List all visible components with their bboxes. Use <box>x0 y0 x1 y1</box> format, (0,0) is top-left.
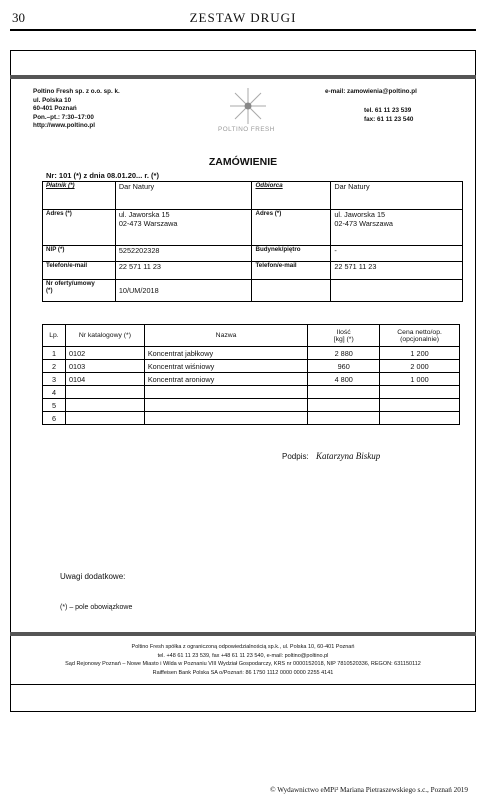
recipient-address-street: ul. Jaworska 15 <box>334 210 386 219</box>
recipient-address-label: Adres (*) <box>252 210 331 246</box>
row-price <box>380 386 460 399</box>
info-row-offer <box>43 280 463 302</box>
info-row-phone <box>43 262 463 280</box>
recipient-value: Dar Natury <box>331 182 463 210</box>
logo-text: POLTINO FRESH <box>218 126 275 133</box>
header-lp: Lp. <box>43 325 66 347</box>
row-name <box>144 412 308 425</box>
header-price-line2: (opcjonalnie) <box>400 335 440 343</box>
company-fax: fax: 61 11 23 540 <box>364 116 414 123</box>
company-website[interactable]: http://www.poltino.pl <box>33 122 96 130</box>
order-number-line: Nr: 101 (*) z dnia 08.01.20... r. (*) <box>46 171 159 180</box>
company-email[interactable]: e-mail: zamowienia@poltino.pl <box>325 88 417 95</box>
row-name: Koncentrat aroniowy <box>144 373 308 386</box>
table-row <box>43 360 460 373</box>
row-catalog <box>65 412 144 425</box>
header-name: Nazwa <box>144 325 308 347</box>
payer-label: Płatnik (*) <box>43 182 116 210</box>
row-price <box>380 412 460 425</box>
company-name: Poltino Fresh sp. z o.o. sp. k. <box>33 88 120 95</box>
row-lp: 6 <box>43 412 66 425</box>
phone-value: 22 571 11 23 <box>115 262 252 280</box>
nip-label: NIP (*) <box>43 246 116 262</box>
footer-line-4: Raiffeisen Bank Polska SA o/Poznań: 86 1750 1112 0000 0000 2255 4141 <box>152 669 334 676</box>
building-label: Budynek/piętro <box>252 246 331 262</box>
offer-empty-cell-1 <box>252 280 331 302</box>
offer-empty-cell-2 <box>331 280 463 302</box>
nip-value: 5252202328 <box>115 246 252 262</box>
info-row-address <box>43 210 463 246</box>
row-catalog <box>65 386 144 399</box>
row-name: Koncentrat wiśniowy <box>144 360 308 373</box>
phone-label: Telefon/e-mail <box>43 262 116 280</box>
info-row-nip <box>43 246 463 262</box>
row-lp: 5 <box>43 399 66 412</box>
row-catalog: 0102 <box>65 347 144 360</box>
address-label: Adres (*) <box>43 210 116 246</box>
items-header-row <box>43 325 460 347</box>
row-catalog: 0103 <box>65 360 144 373</box>
row-price: 1 000 <box>380 373 460 386</box>
row-qty: 2 880 <box>308 347 380 360</box>
company-tel: tel. 61 11 23 539 <box>364 107 412 114</box>
footer-line-2: tel. +48 61 11 23 539, fax +48 61 11 23 540, e-mail: poltino@poltino.pl <box>157 652 329 659</box>
logo-star-icon <box>228 86 268 126</box>
recipient-address-city: 02-473 Warszawa <box>334 219 393 228</box>
section-title: ZESTAW DRUGI <box>189 10 297 25</box>
row-lp: 3 <box>43 373 66 386</box>
row-qty: 4 800 <box>308 373 380 386</box>
row-price: 1 200 <box>380 347 460 360</box>
footer-line-3: Sąd Rejonowy Poznań – Nowe Miasto i Wilda w Poznaniu VIII Wydział Gospodarczy, KRS nr 0000152018, NIP 7810520336, REGON: 631150112 <box>65 661 421 667</box>
company-address <box>33 88 120 131</box>
remarks-label: Uwagi dodatkowe: <box>60 572 126 581</box>
offer-label-line1: Nr oferty/umowy <box>46 280 95 287</box>
signature-name: Katarzyna Biskup <box>316 451 381 461</box>
signature-label: Podpis: <box>282 452 309 461</box>
order-title: ZAMÓWIENIE <box>208 156 278 168</box>
header-qty-line2: [kg] (*) <box>333 335 354 343</box>
offer-value: 10/UM/2018 <box>115 280 252 302</box>
info-row-payer <box>43 182 463 210</box>
address-city: 02-473 Warszawa <box>118 219 178 228</box>
recipient-address-value <box>331 210 463 246</box>
table-row <box>43 399 460 412</box>
top-bar <box>10 75 476 79</box>
recipient-phone-label: Telefon/e-mail <box>252 262 331 280</box>
address-street: ul. Jaworska 15 <box>118 210 170 219</box>
row-qty <box>308 386 380 399</box>
company-street: ul. Polska 10 <box>33 96 72 104</box>
copyright: © Wydawnictwo eMPi² Mariana Pietraszewskiego s.c., Poznań 2019 <box>270 786 468 794</box>
header-qty-line1: Ilość <box>336 328 351 336</box>
required-note: (*) – pole obowiązkowe <box>60 604 133 611</box>
company-hours: Pon.–pt.: 7:30–17:00 <box>33 113 94 121</box>
header-price <box>380 325 460 347</box>
row-name <box>144 386 308 399</box>
row-price: 2 000 <box>380 360 460 373</box>
building-value: - <box>331 246 463 262</box>
row-catalog <box>65 399 144 412</box>
row-lp: 4 <box>43 386 66 399</box>
address-value <box>115 210 252 246</box>
table-row <box>43 412 460 425</box>
header-catalog: Nr katalogowy (*) <box>65 325 144 347</box>
row-qty <box>308 412 380 425</box>
items-table <box>42 324 460 425</box>
row-catalog: 0104 <box>65 373 144 386</box>
footer-line-1: Poltino Fresh spółka z ograniczoną odpowiedzialnością sp.k., ul. Polska 10, 60-401 Poznań <box>131 644 355 650</box>
row-lp: 2 <box>43 360 66 373</box>
order-info-table <box>42 181 463 302</box>
header-qty <box>308 325 380 347</box>
footer-bar <box>10 632 476 636</box>
row-price <box>380 399 460 412</box>
payer-value: Dar Natury <box>115 182 252 210</box>
recipient-phone-value: 22 571 11 23 <box>331 262 463 280</box>
row-qty <box>308 399 380 412</box>
row-name <box>144 399 308 412</box>
recipient-label: Odbiorca <box>252 182 331 210</box>
company-city: 60-401 Poznań <box>33 105 77 113</box>
offer-label <box>43 280 116 302</box>
table-row <box>43 386 460 399</box>
footer-separator <box>10 684 476 685</box>
header-rule <box>10 29 476 31</box>
offer-label-line2: (*) <box>46 287 53 294</box>
page-number: 30 <box>12 10 25 25</box>
row-name: Koncentrat jabłkowy <box>144 347 308 360</box>
company-footer <box>10 643 476 677</box>
row-lp: 1 <box>43 347 66 360</box>
header-price-line1: Cena netto/op. <box>397 328 442 336</box>
table-row <box>43 373 460 386</box>
table-row <box>43 347 460 360</box>
row-qty: 960 <box>308 360 380 373</box>
